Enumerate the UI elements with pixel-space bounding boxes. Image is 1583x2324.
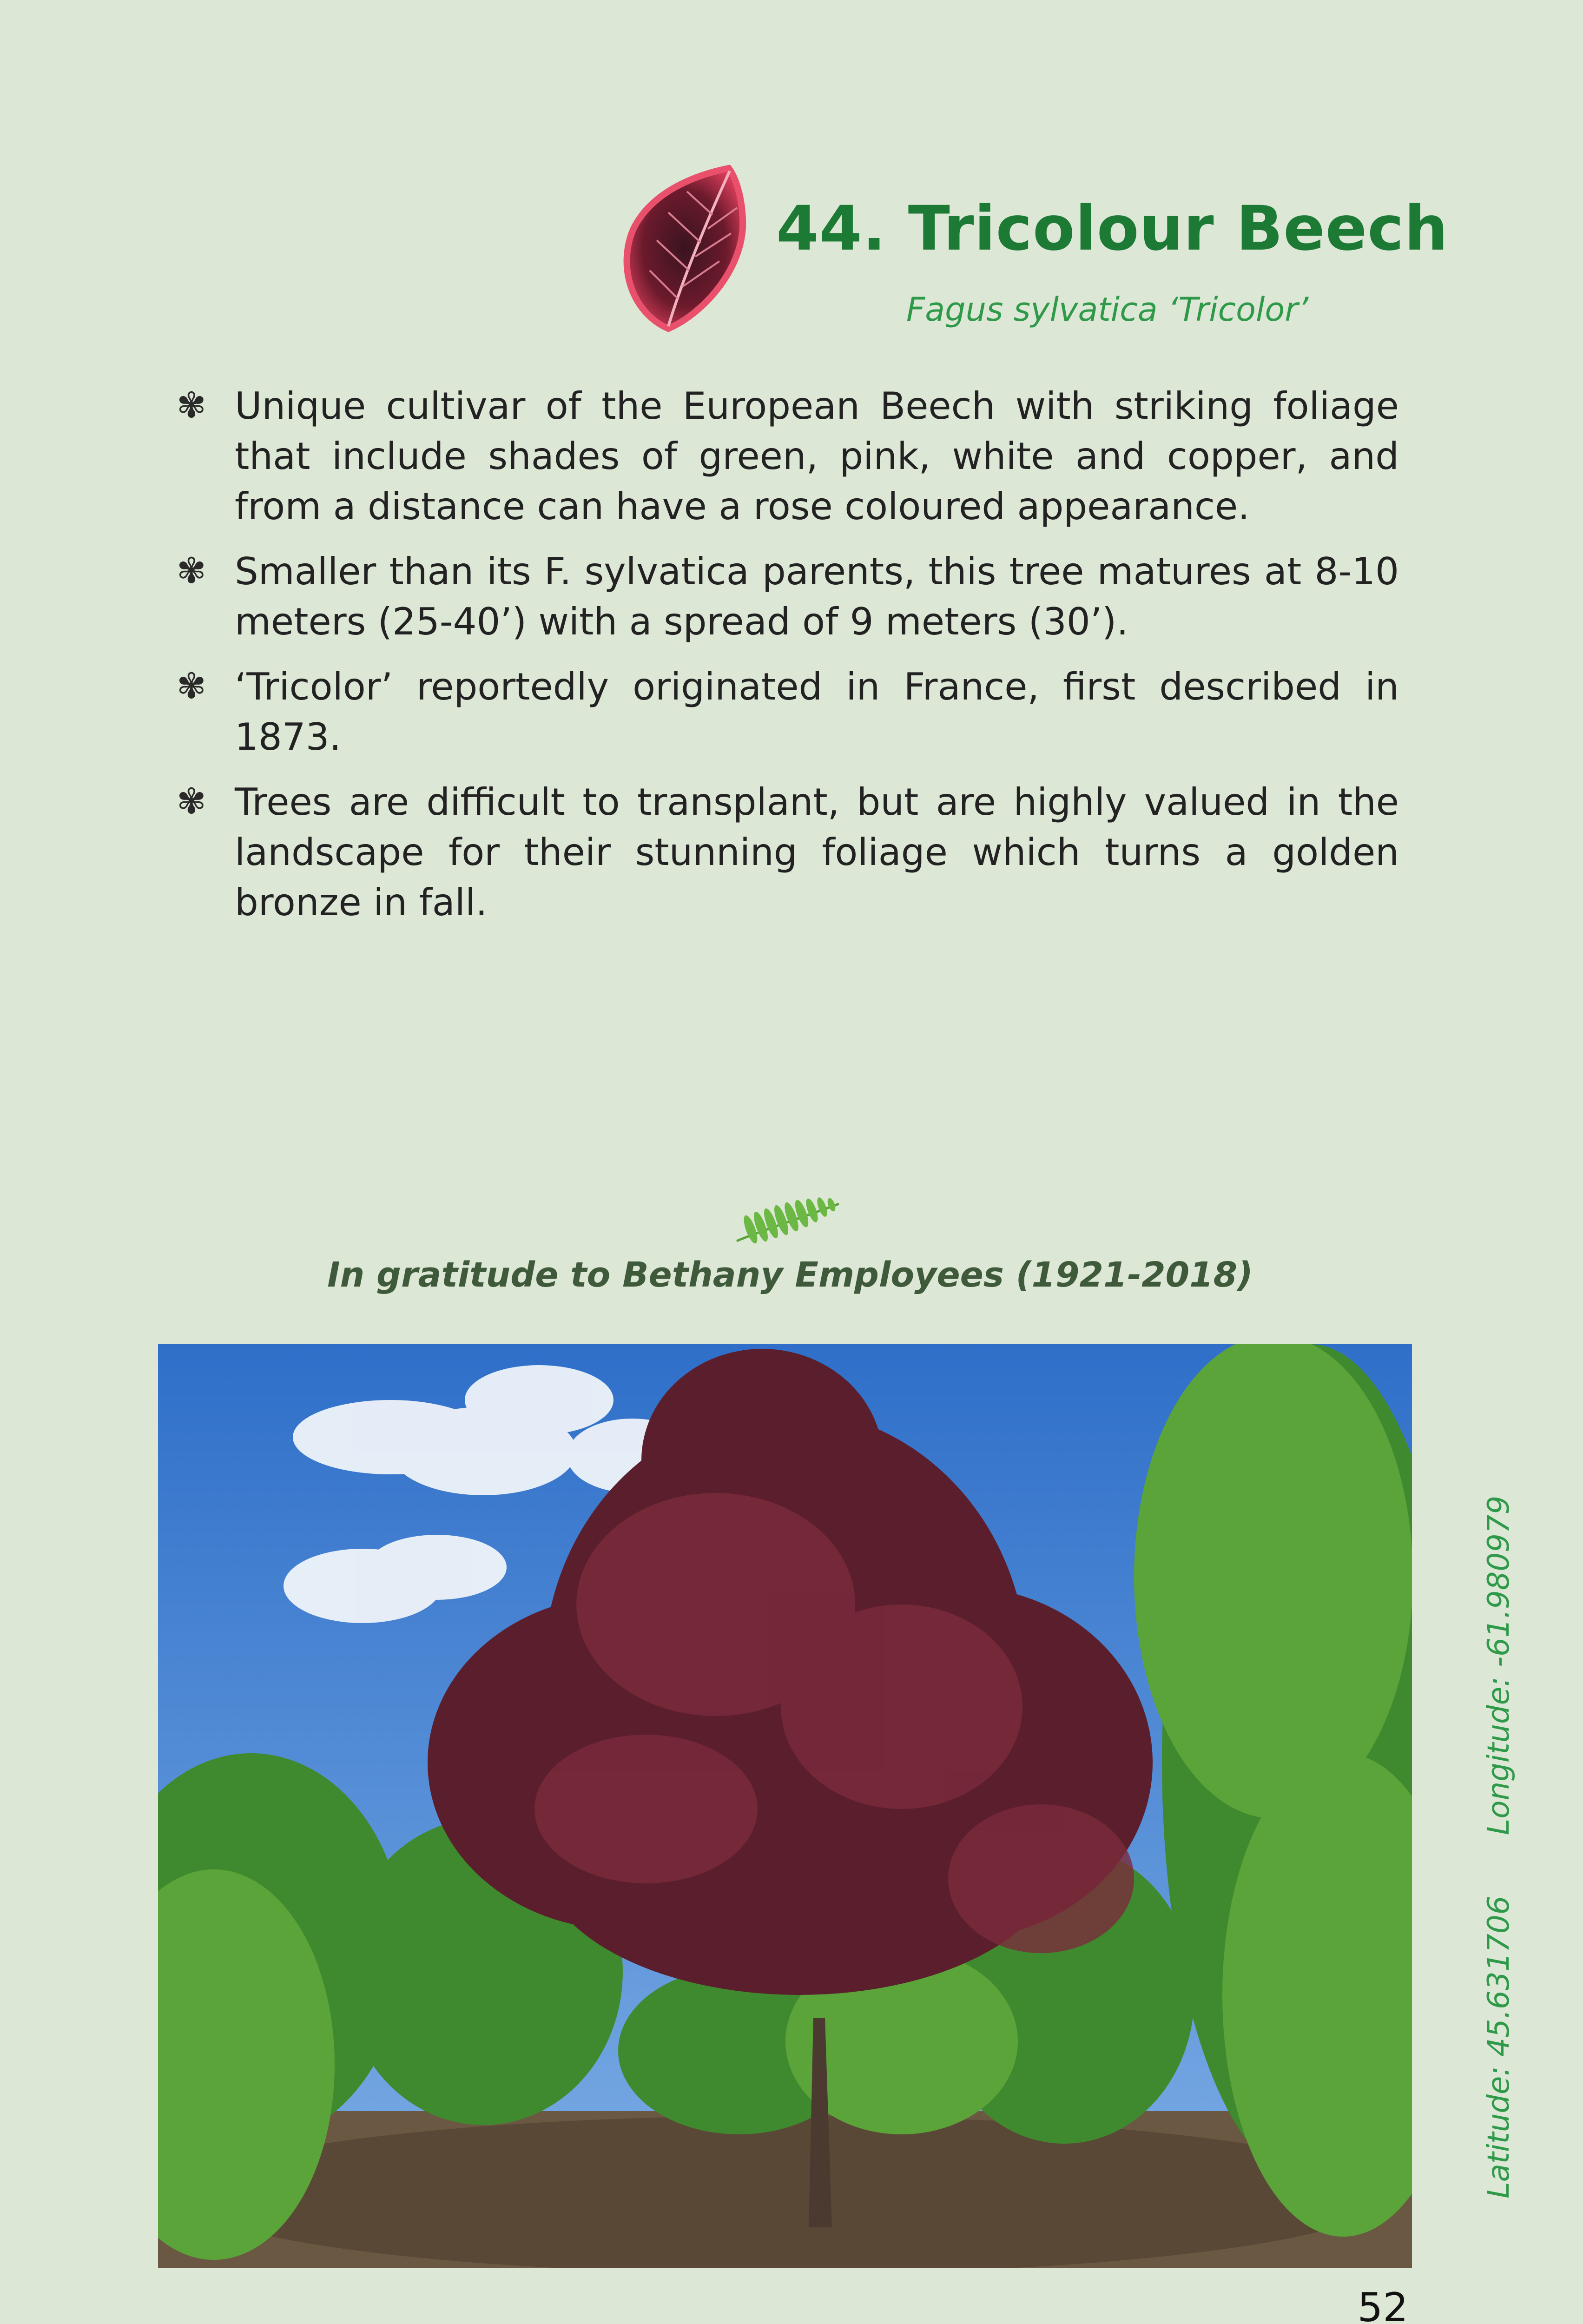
flower-bullet-icon: ✾	[177, 384, 206, 426]
list-item	[177, 777, 1399, 928]
coordinates	[1482, 1496, 1516, 2199]
fact-text: Unique cultivar of the European Beech with striking foliage that include shades of green, pink, white and copper, and from a distance can have a rose coloured appearance.	[235, 384, 1399, 528]
tree-photo	[158, 1344, 1412, 2268]
fact-text: ‘Tricolor’ reportedly originated in France, first described in 1873.	[235, 665, 1399, 759]
tricolor-beech-leaf-icon	[613, 159, 752, 338]
page-number: 52	[1357, 2284, 1408, 2324]
fact-text: Trees are difficult to transplant, but are highly valued in the landscape for their stunning foliage which turns a golden bronze in fall.	[235, 780, 1399, 924]
list-item	[177, 547, 1399, 647]
page-title: 44. Tricolour Beech	[776, 193, 1449, 264]
flower-bullet-icon: ✾	[177, 665, 206, 706]
flower-bullet-icon: ✾	[177, 780, 206, 822]
longitude-label: Longitude: -61.980979	[1482, 1495, 1516, 1835]
latin-name: Fagus sylvatica ‘Tricolor’	[906, 290, 1309, 329]
list-item	[177, 381, 1399, 532]
facts-list	[177, 381, 1399, 943]
flower-bullet-icon: ✾	[177, 550, 206, 591]
fern-icon	[732, 1197, 844, 1248]
latitude-label: Latitude: 45.631706	[1482, 1895, 1516, 2199]
list-item	[177, 662, 1399, 762]
dedication-text: In gratitude to Bethany Employees (1921-2018)	[327, 1255, 1253, 1295]
fact-text: Smaller than its F. sylvatica parents, this tree matures at 8-10 meters (25-40’) with a spread of 9 meters (30’).	[235, 550, 1399, 643]
